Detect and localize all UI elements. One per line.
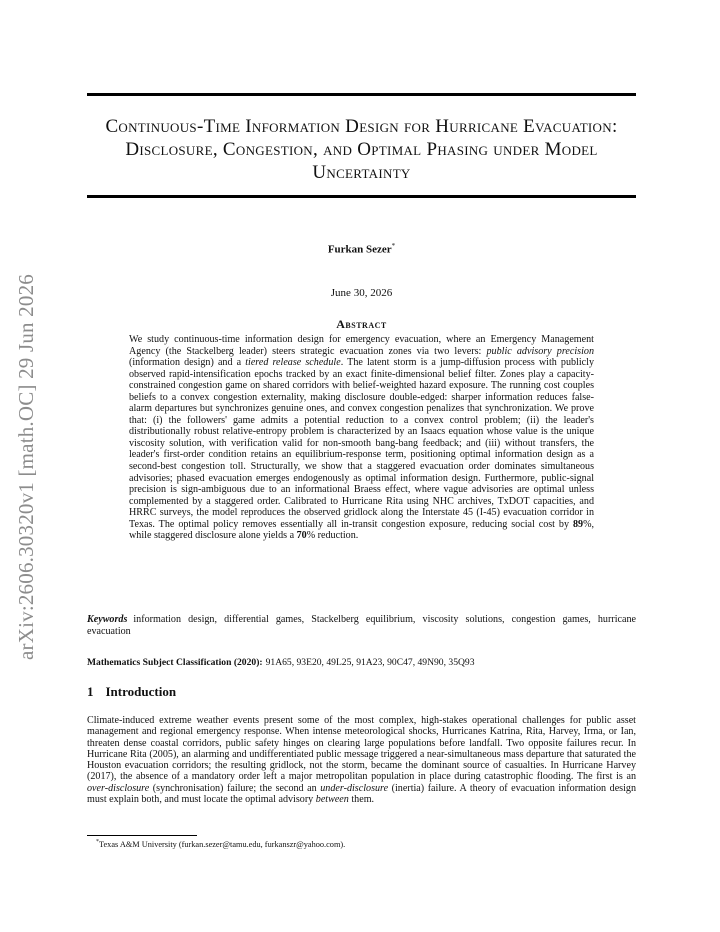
paper-title: Continuous-Time Information Design for Hurricane Evacuation: Disclosure, Congestion, and Optimal Phasing under Model Uncertainty [105, 116, 618, 183]
author-name: Furkan Sezer [327, 243, 392, 256]
footnote-text: Texas A&M University (furkan.sezer@tamu.edu, furkanszr@yahoo.com). [99, 839, 346, 849]
title-bottom-rule [87, 195, 636, 198]
msc-codes: 91A65, 93E20, 49L25, 91A23, 90C47, 49N90, 35Q93 [265, 657, 475, 668]
footnote-mark: * [96, 839, 99, 845]
arxiv-identifier: arXiv:2606.30320v1 [math.OC] 29 Jun 2026 [14, 274, 38, 660]
author-footnote-mark: * [391, 242, 396, 250]
author-line [87, 242, 636, 256]
abstract-text: We study continuous-time information design for emergency evacuation, where an Emergency Management Agency (the Stackelberg leader) steers strategic evacuation zones via two levers: public advisory precision (information design) and a tiered release schedule. The latent storm is a jump-diffusion process with publicly observed rapid-intensification epochs tracked by an exact finite-dimensional belief filter. Zones play a capacity-constrained congestion game on shared corridors with belief-weighted hazard exposure. The running cost couples beliefs to a convex congestion externality, making disclosure double-edged: sharper information reduces false-alarm departures but synchronizes genuine ones, and convex congestion penalizes that synchronization. We prove that: (i) the followers' game admits a potential reduction to a convex control problem; (ii) the leader's distributionally robust relative-entropy problem is characterized by an Isaacs equation whose value is the unique viscosity solution, with verification valid for non-smooth bang-bang feedback; and (iii) without transfers, the leader's first-order condition retains an equilibrium-response term, positioning optimal information design as a second-best congestion toll. Structurally, we show that a staggered evacuation order dominates simultaneous advisories; phased evacuation emerges endogenously as optimal information design. Furthermore, public-signal precision is sign-ambiguous due to an informational Braess effect, where vague advisories are optimal unless complemented by a staggered order. Calibrated to Hurricane Rita using NHC archives, TxDOT capacities, and HRRC surveys, the model reproduces the observed gridlock along the Interstate 45 (I-45) evacuation corridor in Texas. The optimal policy removes essentially all in-transit congestion exposure, reducing social cost by 89%, while staggered disclosure alone yields a 70% reduction. [129, 334, 594, 542]
footnote [96, 839, 345, 849]
msc-classification [87, 657, 636, 668]
keywords-label: Keywords [87, 614, 128, 625]
msc-label: Mathematics Subject Classification (2020): [87, 657, 263, 668]
section-heading [87, 684, 176, 700]
keywords [87, 614, 636, 638]
section-number: 1 [87, 684, 94, 699]
introduction-paragraph: Climate-induced extreme weather events present some of the most complex, high-stakes operational challenges for public asset management and regional emergency response. When intense meteorological shocks, Hurricanes Katrina, Rita, Harvey, Irma, or Ian, threaten dense coastal corridors, public safety hinges on clearing large populations before landfall. Two opposite failures recur. In Hurricane Rita (2005), an alarming and undifferentiated public message triggered a near-simultaneous mass departure that saturated the Houston evacuation corridors; the resulting gridlock, not the storm, became the dominant source of casualties. In Hurricane Harvey (2017), the absence of a mandatory order left a major metropolitan population in place during catastrophic flooding. The first is an over-disclosure (synchronisation) failure; the second an under-disclosure (inertia) failure. A theory of evacuation information design must explain both, and must locate the optimal advisory between them. [87, 715, 637, 806]
section-title: Introduction [105, 684, 177, 699]
abstract-heading: Abstract [336, 317, 387, 331]
keywords-text: information design, differential games, Stackelberg equilibrium, viscosity solutions, congestion games, hurricane evacuation [87, 614, 636, 637]
paper-date: June 30, 2026 [330, 287, 393, 299]
title-top-rule [87, 93, 636, 96]
footnote-rule [87, 835, 197, 836]
